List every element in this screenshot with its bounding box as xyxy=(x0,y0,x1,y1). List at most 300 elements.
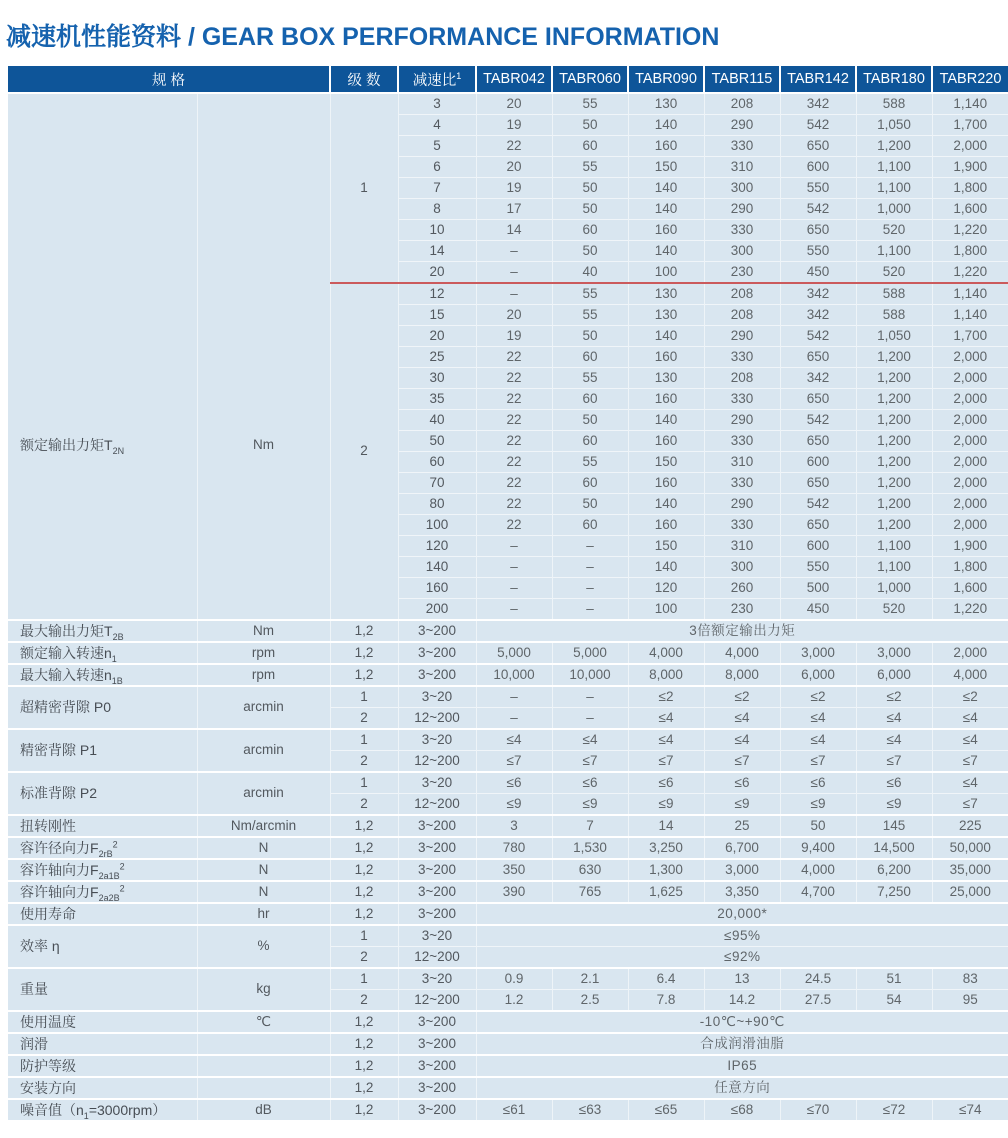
value-cell: – xyxy=(476,557,552,578)
value-cell: 22 xyxy=(476,410,552,431)
value-cell: ≤65 xyxy=(628,1099,704,1120)
ratio-cell: 12 xyxy=(398,283,476,305)
spec-section xyxy=(8,642,1008,664)
value-cell: 290 xyxy=(704,199,780,220)
value-span-cell: -10℃~+90℃ xyxy=(476,1011,1008,1033)
ratio-cell: 60 xyxy=(398,452,476,473)
value-cell: ≤74 xyxy=(932,1099,1008,1120)
ratio-cell: 3~20 xyxy=(398,772,476,794)
value-cell: 55 xyxy=(552,157,628,178)
spec-unit-cell: kg xyxy=(197,968,330,1011)
value-cell: 60 xyxy=(552,431,628,452)
value-cell: 208 xyxy=(704,305,780,326)
value-cell: 300 xyxy=(704,241,780,262)
value-cell: 4,700 xyxy=(780,881,856,903)
value-cell: 310 xyxy=(704,452,780,473)
ratio-cell: 12~200 xyxy=(398,990,476,1012)
value-cell: 330 xyxy=(704,347,780,368)
ratio-cell: 12~200 xyxy=(398,947,476,969)
spec-unit-cell: N xyxy=(197,881,330,903)
value-cell: 3,000 xyxy=(780,642,856,664)
value-cell: 6,000 xyxy=(856,664,932,686)
value-cell: 55 xyxy=(552,283,628,305)
spec-label-cell: 超精密背隙 P0 xyxy=(8,686,197,729)
value-cell: 2,000 xyxy=(932,431,1008,452)
ratio-cell: 12~200 xyxy=(398,708,476,730)
value-cell: 1,200 xyxy=(856,347,932,368)
stage-cell: 2 xyxy=(330,708,398,730)
value-cell: 160 xyxy=(628,431,704,452)
value-cell: ≤9 xyxy=(552,794,628,816)
value-cell: ≤4 xyxy=(932,729,1008,751)
value-cell: 588 xyxy=(856,93,932,115)
stage-cell: 2 xyxy=(330,990,398,1012)
value-cell: 550 xyxy=(780,557,856,578)
value-cell: ≤7 xyxy=(552,751,628,773)
value-cell: ≤6 xyxy=(552,772,628,794)
value-cell: 1,900 xyxy=(932,536,1008,557)
stage-cell: 1 xyxy=(330,729,398,751)
catalog-page xyxy=(0,17,1008,1120)
value-cell: 2,000 xyxy=(932,642,1008,664)
value-cell: 19 xyxy=(476,115,552,136)
value-cell: 630 xyxy=(552,859,628,881)
value-cell: 2,000 xyxy=(932,473,1008,494)
value-cell: 8,000 xyxy=(628,664,704,686)
value-cell: 160 xyxy=(628,347,704,368)
spec-section xyxy=(8,1055,1008,1077)
ratio-cell: 3~200 xyxy=(398,903,476,925)
value-cell: 290 xyxy=(704,115,780,136)
value-cell: 60 xyxy=(552,220,628,241)
value-cell: 50 xyxy=(552,241,628,262)
value-cell: 6,700 xyxy=(704,837,780,859)
value-cell: 1,140 xyxy=(932,93,1008,115)
value-cell: 230 xyxy=(704,262,780,284)
spec-section xyxy=(8,620,1008,642)
col-header-spec: 规 格 xyxy=(8,66,330,93)
value-cell: ≤6 xyxy=(628,772,704,794)
ratio-cell: 3~20 xyxy=(398,925,476,947)
value-cell: 120 xyxy=(628,578,704,599)
value-cell: – xyxy=(552,708,628,730)
spec-section xyxy=(8,772,1008,815)
value-cell: 300 xyxy=(704,178,780,199)
value-cell: 0.9 xyxy=(476,968,552,990)
value-cell: 500 xyxy=(780,578,856,599)
value-span-cell: ≤92% xyxy=(476,947,1008,969)
value-cell: 160 xyxy=(628,515,704,536)
value-cell: 6,200 xyxy=(856,859,932,881)
spec-label-cell: 精密背隙 P1 xyxy=(8,729,197,772)
value-cell: ≤6 xyxy=(780,772,856,794)
ratio-cell: 3~200 xyxy=(398,1033,476,1055)
stage-cell: 1,2 xyxy=(330,859,398,881)
table-row xyxy=(8,686,1008,708)
value-cell: 1,530 xyxy=(552,837,628,859)
col-header-6: TABR142 xyxy=(780,66,856,93)
value-cell: 22 xyxy=(476,494,552,515)
spec-unit-cell: rpm xyxy=(197,664,330,686)
stage-cell: 2 xyxy=(330,947,398,969)
value-cell: 330 xyxy=(704,431,780,452)
table-row xyxy=(8,815,1008,837)
value-cell: 40 xyxy=(552,262,628,284)
value-cell: 55 xyxy=(552,452,628,473)
ratio-cell: 3~200 xyxy=(398,859,476,881)
value-cell: 2,000 xyxy=(932,368,1008,389)
value-cell: 1,600 xyxy=(932,199,1008,220)
stage-cell: 1 xyxy=(330,772,398,794)
value-span-cell: 合成润滑油脂 xyxy=(476,1033,1008,1055)
value-cell: 542 xyxy=(780,326,856,347)
value-cell: ≤4 xyxy=(780,729,856,751)
value-cell: 130 xyxy=(628,283,704,305)
value-cell: 310 xyxy=(704,157,780,178)
value-span-cell: 3倍额定输出力矩 xyxy=(476,620,1008,642)
value-cell: 1,220 xyxy=(932,262,1008,284)
ratio-cell: 3 xyxy=(398,93,476,115)
ratio-cell: 12~200 xyxy=(398,751,476,773)
stage-cell: 2 xyxy=(330,751,398,773)
stage-cell: 1 xyxy=(330,968,398,990)
value-cell: 1,000 xyxy=(856,578,932,599)
value-cell: ≤9 xyxy=(476,794,552,816)
value-cell: 310 xyxy=(704,536,780,557)
value-cell: ≤4 xyxy=(932,708,1008,730)
ratio-cell: 12~200 xyxy=(398,794,476,816)
ratio-cell: 3~200 xyxy=(398,1077,476,1099)
spec-label-cell: 容许径向力$F_{2rB}^2$ xyxy=(8,837,197,859)
spec-section xyxy=(8,968,1008,1011)
value-cell: 4,000 xyxy=(780,859,856,881)
ratio-cell: 3~20 xyxy=(398,686,476,708)
value-cell: ≤4 xyxy=(780,708,856,730)
col-header-5: TABR115 xyxy=(704,66,780,93)
value-cell: 9,400 xyxy=(780,837,856,859)
value-cell: 1,200 xyxy=(856,136,932,157)
value-cell: 2,000 xyxy=(932,347,1008,368)
value-cell: – xyxy=(476,283,552,305)
value-cell: 22 xyxy=(476,136,552,157)
performance-table xyxy=(8,66,1008,1120)
spec-section xyxy=(8,686,1008,729)
value-cell: ≤4 xyxy=(704,729,780,751)
value-cell: 17 xyxy=(476,199,552,220)
ratio-cell: 100 xyxy=(398,515,476,536)
value-cell: 22 xyxy=(476,473,552,494)
value-cell: 14.2 xyxy=(704,990,780,1012)
spec-unit-cell: N xyxy=(197,859,330,881)
value-cell: 2,000 xyxy=(932,515,1008,536)
value-cell: 19 xyxy=(476,326,552,347)
spec-unit-cell xyxy=(197,1033,330,1055)
ratio-cell: 3~200 xyxy=(398,881,476,903)
spec-label-cell: 额定输入转速$n_1$ xyxy=(8,642,197,664)
value-cell: ≤4 xyxy=(932,772,1008,794)
value-cell: 542 xyxy=(780,410,856,431)
spec-section xyxy=(8,859,1008,881)
value-cell: 330 xyxy=(704,389,780,410)
value-cell: – xyxy=(476,708,552,730)
ratio-cell: 3~20 xyxy=(398,729,476,751)
value-cell: 50 xyxy=(780,815,856,837)
value-cell: 160 xyxy=(628,389,704,410)
value-cell: 20 xyxy=(476,305,552,326)
value-cell: 50 xyxy=(552,326,628,347)
value-cell: 3,000 xyxy=(704,859,780,881)
value-cell: 25 xyxy=(704,815,780,837)
value-span-cell: 任意方向 xyxy=(476,1077,1008,1099)
table-row xyxy=(8,1033,1008,1055)
value-cell: 650 xyxy=(780,515,856,536)
value-cell: ≤4 xyxy=(856,729,932,751)
table-row xyxy=(8,642,1008,664)
value-cell: 600 xyxy=(780,157,856,178)
value-cell: 330 xyxy=(704,473,780,494)
stage-cell: 1 xyxy=(330,925,398,947)
value-cell: 22 xyxy=(476,389,552,410)
ratio-cell: 70 xyxy=(398,473,476,494)
value-cell: 1,200 xyxy=(856,389,932,410)
ratio-cell: 8 xyxy=(398,199,476,220)
spec-section xyxy=(8,729,1008,772)
value-cell: 3 xyxy=(476,815,552,837)
value-cell: 20 xyxy=(476,93,552,115)
value-cell: 650 xyxy=(780,473,856,494)
value-cell: 342 xyxy=(780,368,856,389)
ratio-cell: 50 xyxy=(398,431,476,452)
value-cell: 50 xyxy=(552,115,628,136)
ratio-cell: 20 xyxy=(398,326,476,347)
col-header-8: TABR220 xyxy=(932,66,1008,93)
value-cell: 3,350 xyxy=(704,881,780,903)
value-cell: 10,000 xyxy=(552,664,628,686)
spec-section xyxy=(8,1077,1008,1099)
ratio-cell: 3~20 xyxy=(398,968,476,990)
ratio-cell: 120 xyxy=(398,536,476,557)
spec-label-cell: 安装方向 xyxy=(8,1077,197,1099)
value-cell: 2,000 xyxy=(932,389,1008,410)
spec-label-cell: 使用温度 xyxy=(8,1011,197,1033)
value-cell: 2,000 xyxy=(932,136,1008,157)
ratio-cell: 3~200 xyxy=(398,1099,476,1120)
ratio-cell: 80 xyxy=(398,494,476,515)
value-cell: – xyxy=(552,578,628,599)
table-row xyxy=(8,620,1008,642)
value-cell: ≤7 xyxy=(704,751,780,773)
stage-cell: 1,2 xyxy=(330,1033,398,1055)
table-row xyxy=(8,772,1008,794)
value-cell: 1,200 xyxy=(856,431,932,452)
value-cell: 51 xyxy=(856,968,932,990)
value-cell: 1,100 xyxy=(856,557,932,578)
value-cell: ≤4 xyxy=(628,729,704,751)
value-cell: 140 xyxy=(628,494,704,515)
value-cell: 5,000 xyxy=(476,642,552,664)
value-cell: 230 xyxy=(704,599,780,621)
spec-label-cell: 噪音值$(n_1=3000rpm)$ xyxy=(8,1099,197,1120)
value-cell: 1,700 xyxy=(932,326,1008,347)
value-cell: 5,000 xyxy=(552,642,628,664)
value-cell: 22 xyxy=(476,347,552,368)
value-cell: 160 xyxy=(628,473,704,494)
value-cell: 2,000 xyxy=(932,452,1008,473)
col-header-3: TABR060 xyxy=(552,66,628,93)
value-cell: 60 xyxy=(552,136,628,157)
value-cell: 260 xyxy=(704,578,780,599)
value-cell: 100 xyxy=(628,599,704,621)
value-cell: 1,600 xyxy=(932,578,1008,599)
value-cell: 60 xyxy=(552,515,628,536)
value-cell: 2,000 xyxy=(932,494,1008,515)
value-cell: 19 xyxy=(476,178,552,199)
stage-cell: 1,2 xyxy=(330,815,398,837)
value-cell: 22 xyxy=(476,431,552,452)
value-cell: 1,200 xyxy=(856,410,932,431)
value-cell: 208 xyxy=(704,368,780,389)
value-cell: 650 xyxy=(780,347,856,368)
table-row xyxy=(8,664,1008,686)
spec-section xyxy=(8,925,1008,968)
value-cell: ≤9 xyxy=(856,794,932,816)
ratio-cell: 30 xyxy=(398,368,476,389)
spec-unit-cell: dB xyxy=(197,1099,330,1120)
stage-cell: 1 xyxy=(330,686,398,708)
value-cell: 550 xyxy=(780,241,856,262)
value-cell: ≤61 xyxy=(476,1099,552,1120)
ratio-cell: 20 xyxy=(398,262,476,284)
spec-unit-cell: Nm/arcmin xyxy=(197,815,330,837)
value-cell: 765 xyxy=(552,881,628,903)
value-cell: 342 xyxy=(780,283,856,305)
value-cell: 60 xyxy=(552,347,628,368)
table-header xyxy=(8,66,1008,93)
ratio-cell: 6 xyxy=(398,157,476,178)
value-cell: – xyxy=(552,686,628,708)
value-cell: ≤2 xyxy=(780,686,856,708)
col-header-1: 减速比$^1$ xyxy=(398,66,476,93)
value-cell: 450 xyxy=(780,262,856,284)
value-cell: 13 xyxy=(704,968,780,990)
value-cell: 22 xyxy=(476,452,552,473)
value-cell: 55 xyxy=(552,368,628,389)
value-cell: 1,100 xyxy=(856,241,932,262)
ratio-cell: 3~200 xyxy=(398,837,476,859)
value-cell: 50 xyxy=(552,178,628,199)
value-cell: ≤9 xyxy=(704,794,780,816)
header-row xyxy=(8,66,1008,93)
value-cell: – xyxy=(476,262,552,284)
value-cell: ≤9 xyxy=(780,794,856,816)
value-cell: 350 xyxy=(476,859,552,881)
table-row xyxy=(8,925,1008,947)
value-cell: 3,000 xyxy=(856,642,932,664)
spec-section xyxy=(8,93,1008,620)
table-row xyxy=(8,1011,1008,1033)
value-cell: ≤4 xyxy=(476,729,552,751)
spec-unit-cell: arcmin xyxy=(197,686,330,729)
spec-unit-cell: arcmin xyxy=(197,772,330,815)
ratio-cell: 15 xyxy=(398,305,476,326)
value-cell: 160 xyxy=(628,220,704,241)
value-cell: ≤2 xyxy=(856,686,932,708)
value-cell: 140 xyxy=(628,410,704,431)
value-cell: 25,000 xyxy=(932,881,1008,903)
value-cell: 330 xyxy=(704,515,780,536)
value-cell: ≤4 xyxy=(552,729,628,751)
value-cell: 1.2 xyxy=(476,990,552,1012)
value-cell: 130 xyxy=(628,368,704,389)
value-cell: 1,220 xyxy=(932,599,1008,621)
value-cell: – xyxy=(476,599,552,621)
value-cell: 1,100 xyxy=(856,178,932,199)
value-cell: 150 xyxy=(628,536,704,557)
value-cell: 542 xyxy=(780,494,856,515)
value-cell: 208 xyxy=(704,93,780,115)
spec-label-cell: 效率 η xyxy=(8,925,197,968)
value-cell: 550 xyxy=(780,178,856,199)
col-header-4: TABR090 xyxy=(628,66,704,93)
value-cell: 1,800 xyxy=(932,557,1008,578)
stage-cell: 1,2 xyxy=(330,1055,398,1077)
value-cell: 1,800 xyxy=(932,241,1008,262)
spec-label-cell: 扭转刚性 xyxy=(8,815,197,837)
table-row xyxy=(8,881,1008,903)
value-cell: 140 xyxy=(628,115,704,136)
spec-unit-cell: % xyxy=(197,925,330,968)
page-title: 减速机性能资料 / GEAR BOX PERFORMANCE INFORMATION xyxy=(6,23,720,51)
stage-cell: 1,2 xyxy=(330,1011,398,1033)
value-cell: 140 xyxy=(628,178,704,199)
value-cell: 14 xyxy=(628,815,704,837)
spec-label-cell: 防护等级 xyxy=(8,1055,197,1077)
value-cell: 22 xyxy=(476,515,552,536)
value-cell: 1,140 xyxy=(932,305,1008,326)
spec-unit-cell: Nm xyxy=(197,620,330,642)
value-span-cell: ≤95% xyxy=(476,925,1008,947)
value-cell: 60 xyxy=(552,473,628,494)
stage-cell: 1,2 xyxy=(330,903,398,925)
value-cell: 140 xyxy=(628,326,704,347)
spec-section xyxy=(8,1011,1008,1033)
table-row xyxy=(8,1077,1008,1099)
spec-label-cell: 最大输出力矩$T_{2B}$ xyxy=(8,620,197,642)
spec-label-cell: 最大输入转速$n_{1B}$ xyxy=(8,664,197,686)
stage-cell: 1,2 xyxy=(330,664,398,686)
value-cell: ≤7 xyxy=(932,751,1008,773)
table-row xyxy=(8,729,1008,751)
value-cell: 3,250 xyxy=(628,837,704,859)
value-cell: 390 xyxy=(476,881,552,903)
spec-unit-cell: rpm xyxy=(197,642,330,664)
spec-section xyxy=(8,815,1008,837)
spec-unit-cell xyxy=(197,1055,330,1077)
value-cell: 4,000 xyxy=(628,642,704,664)
stage-cell: 1,2 xyxy=(330,881,398,903)
col-header-7: TABR180 xyxy=(856,66,932,93)
stage-cell: 2 xyxy=(330,283,398,620)
spec-unit-cell: hr xyxy=(197,903,330,925)
value-cell: – xyxy=(476,536,552,557)
value-cell: ≤6 xyxy=(856,772,932,794)
table-row xyxy=(8,837,1008,859)
value-cell: 7 xyxy=(552,815,628,837)
value-cell: ≤7 xyxy=(628,751,704,773)
value-cell: 542 xyxy=(780,199,856,220)
value-cell: 290 xyxy=(704,410,780,431)
value-cell: 1,050 xyxy=(856,115,932,136)
